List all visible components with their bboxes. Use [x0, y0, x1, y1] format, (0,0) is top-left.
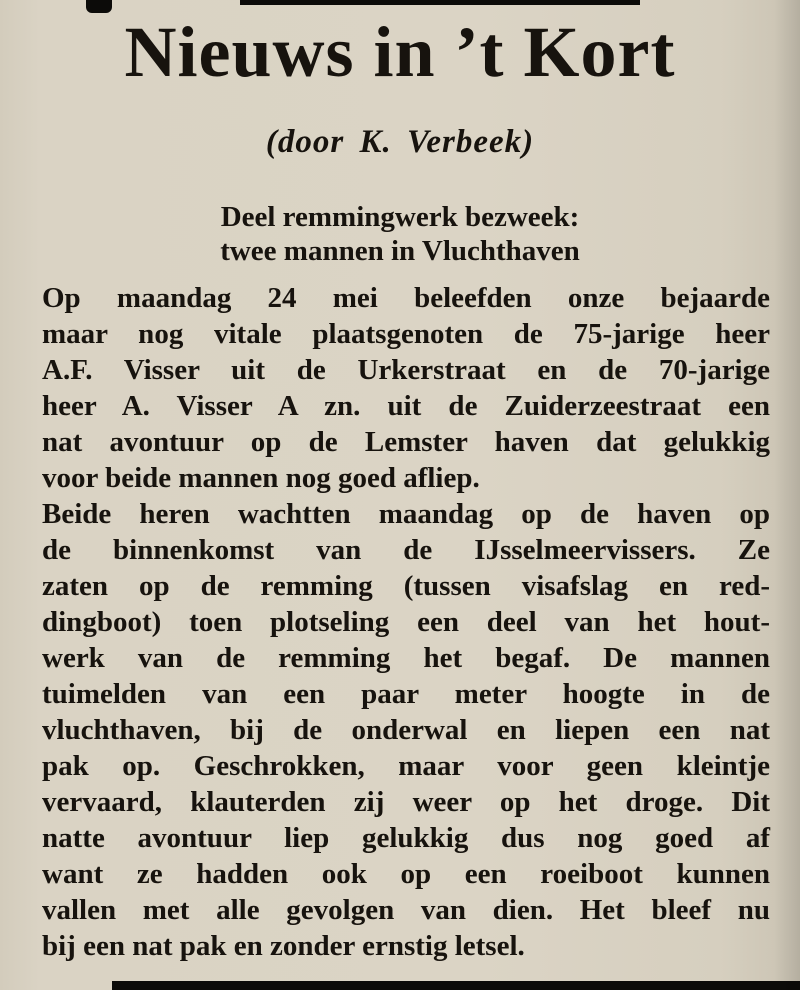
body-line: maar nog vitale plaatsgenoten de 75-jarige heer: [42, 318, 770, 350]
article-body: [42, 280, 770, 964]
body-line: vallen met alle gevolgen van dien. Het bleef nu: [42, 894, 770, 926]
body-line: natte avontuur liep gelukkig dus nog goed af: [42, 822, 770, 854]
article-subhead-line2: twee mannen in Vluchthaven: [220, 235, 580, 267]
body-line: tuimelden van een paar meter hoogte in de: [42, 678, 770, 710]
body-line: want ze hadden ook op een roeiboot kunnen: [42, 858, 770, 890]
article-title: Nieuws in ’t Kort: [124, 12, 676, 92]
article-byline: (door K. Verbeek): [265, 124, 535, 160]
body-line: voor beide mannen nog goed afliep.: [42, 462, 480, 494]
scan-mark-bottom-bar: [112, 981, 800, 990]
body-line: vluchthaven, bij de onderwal en liepen een nat: [42, 714, 770, 746]
scan-mark-top-left: [86, 0, 112, 13]
body-line: zaten op de remming (tussen visafslag en red-: [42, 570, 770, 602]
body-line: werk van de remming het begaf. De mannen: [42, 642, 770, 674]
body-line: bij een nat pak en zonder ernstig letsel.: [42, 930, 525, 962]
body-line: nat avontuur op de Lemster haven dat gelukkig: [42, 426, 770, 458]
body-line: de binnenkomst van de IJsselmeervissers. Ze: [42, 534, 770, 566]
scan-mark-top-strip: [240, 0, 640, 5]
body-line: dingboot) toen plotseling een deel van het hout-: [42, 606, 770, 638]
body-line: pak op. Geschrokken, maar voor geen kleintje: [42, 750, 770, 782]
body-line: vervaard, klauterden zij weer op het droge. Dit: [42, 786, 770, 818]
body-line: Op maandag 24 mei beleefden onze bejaarde: [42, 282, 770, 314]
article-subhead-line1: Deel remmingwerk bezweek:: [220, 201, 580, 233]
article-subhead: [0, 200, 800, 268]
body-line: A.F. Visser uit de Urkerstraat en de 70-jarige: [42, 354, 770, 386]
body-line: Beide heren wachtten maandag op de haven op: [42, 498, 770, 530]
body-line: heer A. Visser A zn. uit de Zuiderzeestraat een: [42, 390, 770, 422]
